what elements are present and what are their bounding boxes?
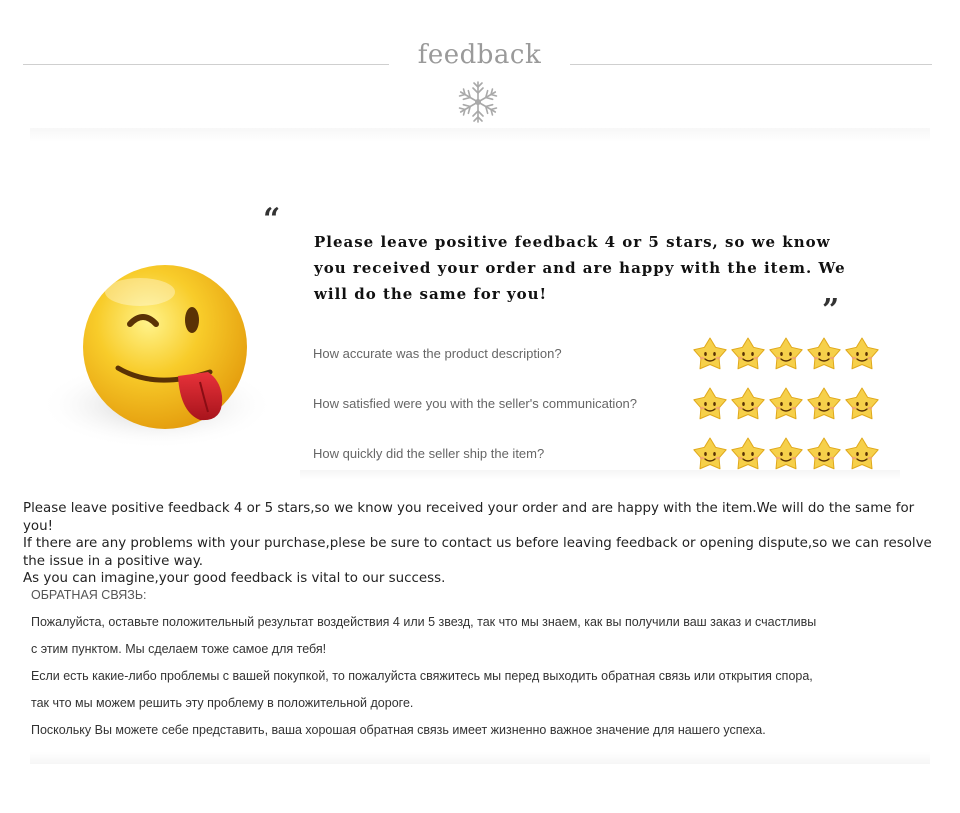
smiling-star-icon bbox=[769, 436, 803, 472]
smiling-star-icon bbox=[693, 436, 727, 472]
header-shadow bbox=[30, 128, 930, 142]
smiling-star-icon bbox=[845, 386, 879, 422]
smiling-star-icon bbox=[769, 386, 803, 422]
panel-shadow bbox=[300, 470, 900, 480]
rating-row-accuracy bbox=[313, 336, 893, 376]
lead-line: Please leave positive feedback 4 or 5 stars, so we know bbox=[314, 233, 831, 251]
header-divider-left bbox=[23, 64, 389, 65]
english-text bbox=[23, 500, 938, 588]
smiling-star-icon bbox=[845, 436, 879, 472]
russian-title: ОБРАТНАЯ СВЯЗЬ: bbox=[31, 588, 147, 602]
russian-line: Если есть какие-либо проблемы с вашей покупкой, то пожалуйста свяжитесь мы перед выходить обратная связь или открытия спора, bbox=[31, 669, 813, 683]
star-rating bbox=[693, 336, 893, 376]
page-title: feedback bbox=[417, 40, 542, 70]
english-line: Please leave positive feedback 4 or 5 stars,so we know you received your order and are happy with the item.We will do the same for you! bbox=[23, 501, 915, 534]
rating-question: How quickly did the seller ship the item? bbox=[313, 446, 545, 461]
smiling-star-icon bbox=[769, 336, 803, 372]
smiling-star-icon bbox=[731, 436, 765, 472]
rating-question: How accurate was the product description? bbox=[313, 346, 562, 361]
lead-line: will do the same for you! bbox=[314, 285, 548, 303]
rating-row-communication bbox=[313, 386, 893, 426]
english-line: If there are any problems with your purchase,plese be sure to contact us before leaving feedback or opening dispute,so we can resolve the issue in a positive way. bbox=[23, 536, 932, 569]
smiling-star-icon bbox=[845, 336, 879, 372]
smiling-star-icon bbox=[731, 386, 765, 422]
russian-line: с этим пунктом. Мы сделаем тоже самое для тебя! bbox=[31, 642, 327, 656]
english-line: As you can imagine,your good feedback is vital to our success. bbox=[23, 571, 446, 586]
bottom-shadow bbox=[30, 752, 930, 764]
russian-line: так что мы можем решить эту проблему в положительной дороге. bbox=[31, 696, 414, 710]
smiling-star-icon bbox=[807, 336, 841, 372]
rating-question: How satisfied were you with the seller's communication? bbox=[313, 396, 638, 411]
winking-tongue-emoji-icon bbox=[40, 262, 275, 452]
smiling-star-icon bbox=[731, 336, 765, 372]
lead-line: you received your order and are happy with the item. We bbox=[314, 259, 846, 277]
snowflake-icon bbox=[455, 79, 501, 125]
russian-line: Поскольку Вы можете себе представить, ваша хорошая обратная связь имеет жизненно важное значение для нашего успеха. bbox=[31, 723, 766, 737]
russian-line: Пожалуйста, оставьте положительный результат воздействия 4 или 5 звезд, так что мы знаем, как вы получили ваш заказ и счастливы bbox=[31, 615, 817, 629]
star-rating bbox=[693, 386, 893, 426]
smiling-star-icon bbox=[807, 386, 841, 422]
lead-text bbox=[314, 229, 874, 307]
close-quote-mark: ” bbox=[822, 293, 840, 328]
smiling-star-icon bbox=[693, 336, 727, 372]
header-divider-right bbox=[570, 64, 932, 65]
open-quote-mark: “ bbox=[263, 202, 281, 237]
smiling-star-icon bbox=[807, 436, 841, 472]
smiling-star-icon bbox=[693, 386, 727, 422]
